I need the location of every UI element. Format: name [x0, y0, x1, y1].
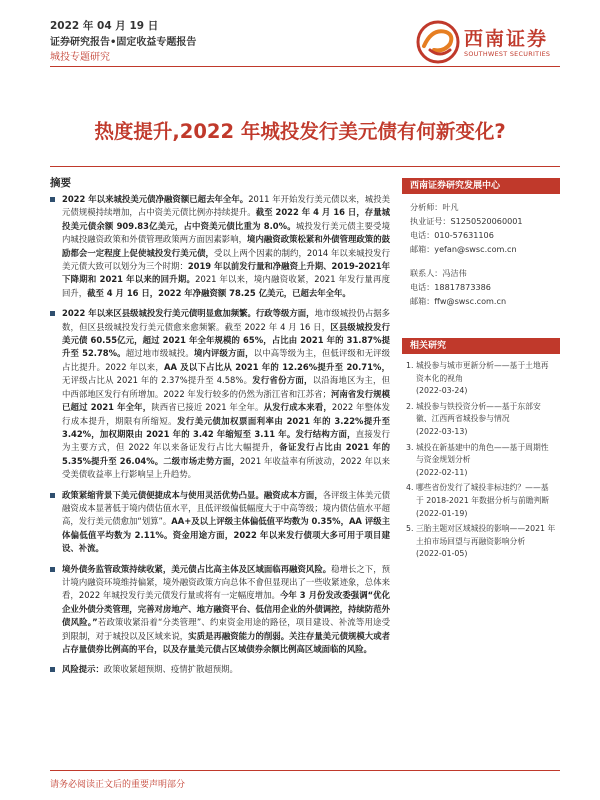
emphasis-text: 今年 3 月份发改委强调“优化企业外债分类管理，完善对房地产、地方融资平台、低信用企业的外债调控，持续防范外债风险。” [62, 590, 390, 628]
summary-paragraph [50, 307, 390, 481]
emphasis-text: 行政等级方面， [255, 308, 315, 319]
body-text: 城投发行美元债主要受境内城投融资政策和外债管理政策两方面因素影响， [62, 220, 390, 245]
analyst-line: 电话：010-57631106 [410, 230, 494, 240]
team-heading: 西南证券研究发展中心 [402, 178, 560, 194]
summary-heading: 摘要 [50, 177, 71, 189]
title-divider [50, 166, 560, 167]
emphasis-text: 2022 年以来发行债项大多可用于项目建设、补流。 [62, 529, 390, 554]
summary-paragraph [50, 663, 390, 676]
emphasis-text: AA 及以下占比从 2021 年的 12.26%提升至 20.71%， [164, 361, 390, 372]
emphasis-text: 融资成本方面， [263, 489, 323, 500]
bullet-icon [50, 311, 55, 316]
related-item-number: 4. [406, 483, 414, 493]
body-text: 2022 年整体发行成本提升，期限有所缩短。 [62, 402, 391, 426]
emphasis-text: 境外债务监管政策持续收紧，美元债占比高主体及区域面临再融资风险。 [62, 563, 332, 574]
contact-line: 电话：18817873386 [410, 282, 491, 292]
body-text: 无评级占比从 2021 年的 2.37%提升至 4.58%。 [62, 375, 253, 386]
logo-chinese-text: 西南证券 [464, 28, 549, 50]
report-category: 证券研究报告•固定收益专题报告 [50, 37, 197, 48]
bullet-icon [50, 667, 55, 672]
related-item[interactable] [406, 442, 556, 480]
summary-paragraph [50, 193, 390, 300]
emphasis-text: 发行美元债加权票面利率由 2021 年的 3.22%提升至 3.42%，加权期限由 2021 年的 3.42 年缩短至 3.11 年。 [62, 415, 390, 439]
body-text: 直接发行为主要方式，但 2022 年以来备证发行占比大幅提升， [62, 428, 391, 453]
bullet-icon [50, 567, 55, 572]
summary-paragraph [50, 489, 390, 556]
emphasis-text: 截至 2022 年 4 月 16 日，存量城投美元债余额 909.83亿美元，占中资美元债比重为 8.0%。 [62, 207, 390, 231]
emphasis-text: 风险提示： [62, 664, 104, 675]
emphasis-text: 备证发行占比由 2021 年的 5.35%提升至 26.04%。 [62, 442, 391, 466]
emphasis-text: 发行省份方面， [252, 375, 313, 386]
related-item-date: (2022-02-11) [416, 467, 468, 477]
analyst-line: 邮箱：yefan@swsc.com.cn [410, 244, 517, 254]
bullet-icon [50, 493, 55, 498]
body-text: 若政策收紧沿着“分类管理”、约束资金用途的路径，项目建设、补流等用途受到限制，对于城投以及区域来说， [62, 617, 390, 641]
related-item[interactable] [406, 401, 556, 439]
body-text: 受以上两个因素的制约，2014 年以来城投发行美元债大致可以划分为三个时期： [62, 247, 390, 272]
related-item-number: 3. [406, 442, 414, 452]
body-text: 以中高等级为主，但低评级和无评级占比提升。2022 年以来， [62, 348, 391, 372]
emphasis-text: 从发行成本来看， [263, 402, 332, 413]
summary-body [50, 193, 390, 684]
emphasis-text: 实质是再融资能力的削弱。关注存量美元债规模大或者占存量债券比例高的平台，以及存量美元债占区域债券余额比例高区域面临的风险。 [62, 630, 391, 654]
related-item-number: 1. [406, 361, 414, 370]
body-text: 各评级主体美元债融资成本显著低于境内债估值水平，且低评级偏低幅度大于中高等级；境内债估值水平超高，发行美元债愈加“划算”。 [62, 489, 391, 527]
related-item-number: 2. [406, 401, 414, 411]
logo-english-text: SOUTHWEST SECURITIES [464, 50, 551, 58]
related-item-date: (2022-01-05) [416, 549, 468, 559]
analyst-line: 执业证号：S1250520060001 [410, 216, 523, 226]
emphasis-text: 区县级城投发行美元债 60.55亿元，超过 2021 年全年规模的 65%，占比由 2021 年的 31.87%提升至 52.78%。 [62, 321, 390, 359]
related-item-title: 三胎主题对区域城投的影响——2021 年土拍市场回望与再融资影响分析 [416, 524, 556, 546]
contact-line: 联系人：冯洁伟 [410, 268, 467, 278]
contact-info [402, 264, 560, 310]
body-text: 超过地市级城投。 [125, 348, 194, 359]
emphasis-text: 河南省发行规模已超过 2021 年全年， [62, 388, 390, 413]
emphasis-text: 截至 4 月 16 日，2022 年净融资额 78.25 亿美元，已超去年全年。 [87, 287, 351, 298]
header-divider [50, 66, 560, 67]
summary-paragraph [50, 563, 390, 657]
sidebar-related [402, 338, 560, 564]
bullet-icon [50, 197, 55, 202]
related-item-title: 城投在新基建中的角色——基于周期性与资金规划分析 [416, 442, 549, 465]
body-text: 2021 年收益率有所波动，2022 年以来受美债收益率上行影响呈上升趋势。 [62, 455, 391, 480]
emphasis-text: 境内融资政策松紧和外债管理政策的鼓励都会一定程度上促使城投发行美元债， [62, 234, 390, 258]
body-text: 2011 年开始发行美元债以来，城投美元债规模持续增加，占中资美元债比例亦持续提升。 [62, 194, 390, 218]
body-text: 稳增长之下，预计境内融资环境维持偏紧，境外融资政策方向总体不會但显现出了一些收紧迹象，总体来看，2022 年城投发行美元债发行量或将有一定幅度增加。 [62, 563, 390, 601]
analyst-line: 分析师：叶凡 [410, 202, 459, 212]
report-title: 热度提升,2022 年城投发行美元债有何新变化? [94, 120, 506, 143]
related-item-title: 城投参与城市更新分析——基于土地再资本化的视角 [416, 361, 549, 383]
body-text: 地市级城投仍占据多数，但区县级城投发行美元债愈来愈频繁。截至 2022 年 4 月 16 日， [62, 308, 391, 332]
sidebar-analysts [402, 178, 560, 310]
footer-divider [50, 770, 560, 771]
contact-line: 邮箱：ffw@swsc.com.cn [410, 296, 507, 306]
footer-disclaimer: 请务必阅读正文后的重要声明部分 [50, 780, 186, 790]
related-item-date: (2022-01-19) [416, 508, 468, 518]
emphasis-text: 2022 年以来城投美元债净融资额已超去年全年。 [62, 194, 249, 204]
emphasis-text: 境内评级方面， [193, 348, 254, 359]
swsc-logo-icon [416, 20, 460, 64]
related-item[interactable] [406, 482, 556, 520]
related-item[interactable] [406, 360, 556, 398]
related-item-title: 城投参与铁投资分析——基于东部安徽、江西两省城投参与情况 [416, 401, 541, 424]
report-subcategory: 城投专题研究 [50, 52, 110, 63]
related-item-date: (2022-03-24) [416, 386, 468, 396]
related-list [402, 354, 560, 561]
related-item[interactable] [406, 523, 556, 561]
report-date: 2022 年 04 月 19 日 [50, 20, 159, 32]
body-text: 政策收紧超预期、疫情扩散超预期。 [103, 664, 238, 675]
analyst-info [402, 198, 560, 258]
related-item-date: (2022-03-13) [416, 426, 468, 436]
related-item-number: 5. [406, 524, 414, 534]
related-heading: 相关研究 [402, 338, 560, 354]
emphasis-text: 发行结构方面， [295, 428, 356, 439]
body-text: 以沿海地区为主，但中西部地区发行有所增加。2022 年发行较多的仍然为浙江省和江苏省； [62, 375, 390, 399]
emphasis-text: AA+及以上评级主体偏低值平均数为 0.35%，AA 评级主体偏低值平均数为 2.11%。 [62, 516, 390, 540]
emphasis-text: 2019 年以前发行量和净融资上升期、2019-2021年下降期和 2021 年以来的回升期。 [62, 261, 390, 285]
related-item-title: 哪些省份发行了城投非标违约？——基于 2018-2021 年数据分析与前瞻判断 [416, 483, 550, 505]
emphasis-text: 资金用途方面， [172, 529, 234, 540]
emphasis-text: 2022 年以来区县级城投发行美元债明显愈加频繁。 [62, 308, 256, 319]
body-text: 2021 年以来，境内融资收紧，2021 年发行量再度回升， [62, 274, 390, 298]
emphasis-text: 二级市场走势方面， [163, 455, 240, 466]
body-text: 陕西省已接近 2021 年全年。 [151, 402, 264, 413]
emphasis-text: 政策紧缩背景下美元债便捷成本与使用灵活优势凸显。 [62, 489, 264, 500]
